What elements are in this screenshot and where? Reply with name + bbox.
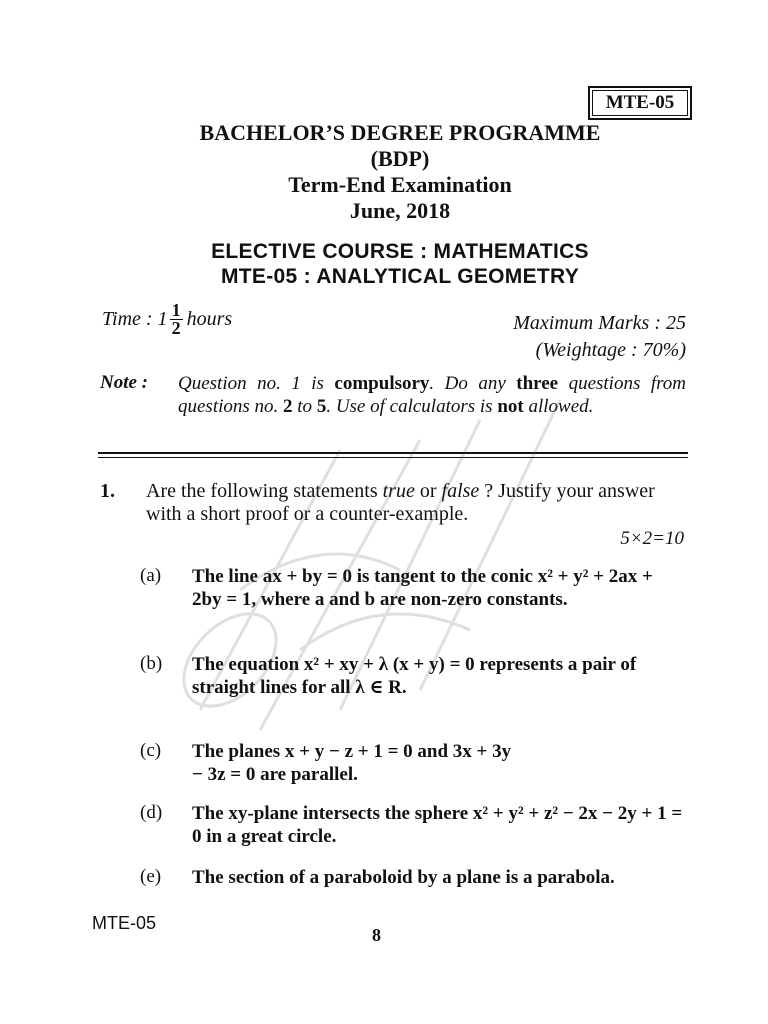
note-bold: not <box>497 396 524 417</box>
note-part: . Use of calculators is <box>326 396 498 417</box>
note-bold: three <box>516 373 559 394</box>
footer-code: MTE-05 <box>92 913 157 933</box>
note-part: to <box>292 396 317 417</box>
weightage: (Weightage : 70%) <box>535 339 686 361</box>
part-text-d: The xy-plane intersects the sphere x² + y² + z² − 2x − 2y + 1 = 0 in a great circle. <box>192 803 683 847</box>
question-part: or <box>414 480 442 502</box>
question-part: ? Justify your answer with a short proof or a counter-example. <box>146 480 655 525</box>
part-text-b: The equation x² + xy + λ (x + y) = 0 represents a pair of straight lines for all λ ∈ R. <box>192 654 637 698</box>
note-part: questions from questions no. <box>178 373 687 417</box>
fraction-denominator: 2 <box>171 318 181 338</box>
question-text <box>146 480 686 526</box>
course-title: ELECTIVE COURSE : MATHEMATICS <box>211 240 589 263</box>
programme-title: BACHELOR’S DEGREE PROGRAMME <box>199 120 601 145</box>
part-label-d: (d) <box>140 802 163 823</box>
programme-abbrev: (BDP) <box>370 146 430 171</box>
question-part: Are the following statements <box>146 480 383 502</box>
part-label-c: (c) <box>140 740 162 761</box>
part-label-e: (e) <box>140 866 162 887</box>
note-part: Question no. 1 is <box>178 373 335 394</box>
part-label-b: (b) <box>140 653 163 674</box>
divider-rule <box>98 457 688 458</box>
question-italic: false <box>441 480 480 502</box>
part-label-a: (a) <box>140 565 162 586</box>
time-fraction <box>170 302 183 337</box>
subject-title: MTE-05 : ANALYTICAL GEOMETRY <box>220 265 580 288</box>
note-label: Note : <box>100 372 149 393</box>
question-marks: 5×2=10 <box>620 528 684 549</box>
note-part: . Do any <box>429 373 517 394</box>
part-text-e: The section of a paraboloid by a plane is a parabola. <box>192 867 615 888</box>
question-number: 1. <box>100 480 115 502</box>
marks-block <box>513 310 686 364</box>
part-text-a: The line ax + by = 0 is tangent to the conic x² + y² + 2ax + 2by = 1, where a and b are non-zero constants. <box>192 566 653 610</box>
note-bold: 2 <box>283 396 293 417</box>
max-marks: Maximum Marks : 25 <box>513 312 686 334</box>
fraction-numerator: 1 <box>171 300 181 320</box>
exam-date: June, 2018 <box>349 198 451 223</box>
time-allowed <box>102 302 232 337</box>
divider-rule <box>98 452 688 454</box>
part-text-c: The planes x + y − z + 1 = 0 and 3x + 3y − 3z = 0 are parallel. <box>192 741 512 785</box>
time-suffix: hours <box>186 308 233 330</box>
note-bold: 5 <box>316 396 327 417</box>
note-text <box>178 372 686 418</box>
note-part: allowed. <box>523 396 594 417</box>
question-italic: true <box>382 480 415 502</box>
note-bold: compulsory <box>334 373 430 394</box>
time-prefix: Time : 1 <box>102 308 168 330</box>
page-number: 8 <box>372 925 381 945</box>
paper-code-box: MTE-05 <box>588 86 692 120</box>
exam-title: Term-End Examination <box>288 172 512 197</box>
